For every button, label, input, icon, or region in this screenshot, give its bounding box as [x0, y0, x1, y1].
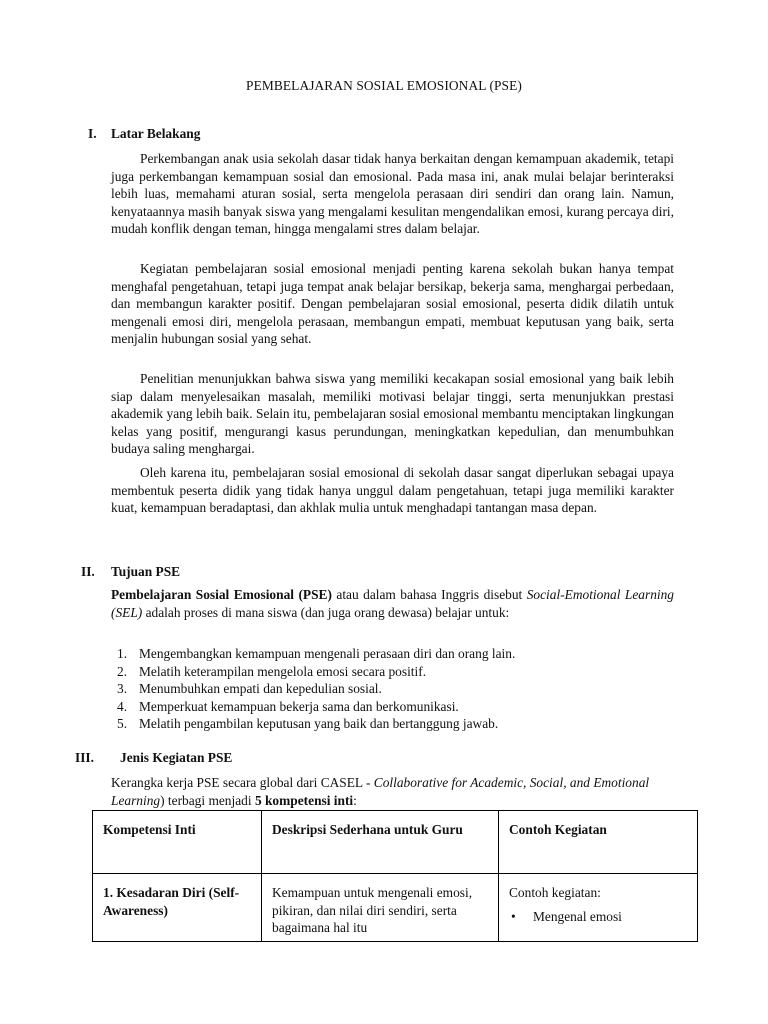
table-cell: Kemampuan untuk mengenali emosi, pikiran, dan nilai diri sendiri, serta bagaimana hal itu — [262, 874, 499, 942]
section-heading-tujuan — [81, 564, 181, 580]
intro-text: : — [353, 792, 357, 808]
section-title: Jenis Kegiatan PSE — [120, 750, 233, 765]
tujuan-intro — [111, 586, 674, 621]
paragraph: Kegiatan pembelajaran sosial emosional menjadi penting karena sekolah bukan hanya tempat menghafal pengetahuan, tetapi juga tempat anak belajar bersikap, bekerja sama, menghargai perbedaan, dan membangun karakter positif. Dengan pembelajaran sosial emosional, peserta didik dilatih untuk mengenali emosi diri, mengelola perasaan, membangun empati, membuat keputusan yang baik, serta menjalin hubungan sosial yang sehat. — [111, 261, 674, 347]
list-item — [111, 663, 674, 681]
list-number: 2. — [117, 663, 128, 679]
intro-text: adalah proses di mana siswa (dan juga orang dewasa) belajar untuk: — [142, 604, 510, 620]
section-number: III. — [75, 750, 94, 765]
list-number: 3. — [117, 681, 128, 697]
section-number: II. — [81, 564, 95, 579]
page-title: PEMBELAJARAN SOSIAL EMOSIONAL (PSE) — [246, 78, 522, 93]
list-item — [111, 715, 674, 733]
list-text: Melatih keterampilan mengelola emosi secara positif. — [139, 663, 427, 679]
intro-text: atau dalam bahasa Inggris disebut — [331, 587, 527, 602]
competency-table — [92, 810, 698, 942]
section-number: I. — [88, 126, 97, 141]
example-intro: Contoh kegiatan: — [509, 885, 601, 900]
list-item — [111, 680, 674, 698]
list-number: 4. — [117, 698, 128, 714]
list-text: Melatih pengambilan keputusan yang baik dan bertanggung jawab. — [139, 716, 499, 732]
section-heading-latar-belakang — [88, 126, 201, 142]
jenis-intro — [111, 774, 674, 809]
competency-name: 1. Kesadaran Diri (Self-Awareness) — [103, 885, 240, 918]
paragraph: Penelitian menunjukkan bahwa siswa yang memiliki kecakapan sosial emosional yang baik lebih siap dalam menyelesaikan masalah, memiliki motivasi belajar tinggi, serta menunjukkan prestasi akademik yang lebih baik. Selain itu, pembelajaran sosial emosional membantu menciptakan lingkungan kelas yang positif, mengurangi kasus perundungan, meningkatkan kepedulian, dan menumbuhkan budaya saling menghargai. — [111, 371, 674, 457]
paragraph: Oleh karena itu, pembelajaran sosial emosional di sekolah dasar sangat diperlukan sebagai upaya membentuk peserta didik yang tidak hanya unggul dalam pengetahuan, tetapi juga memiliki karakter kuat, kemampuan beradaptasi, dan akhlak mulia untuk menghadapi tantangan masa depan. — [111, 465, 674, 516]
list-text: Memperkuat kemampuan bekerja sama dan berkomunikasi. — [139, 698, 459, 714]
intro-text: ) terbagi menjadi — [160, 792, 255, 808]
table-header-row — [93, 811, 698, 874]
paragraph: Perkembangan anak usia sekolah dasar tidak hanya berkaitan dengan kemampuan akademik, tetapi juga perkembangan kemampuan sosial dan emosional. Pada masa ini, anak mulai belajar berinteraksi lebih luas, memahami aturan sosial, serta mengelola perasaan diri sendiri dan orang lain. Namun, kenyataannya masih banyak siswa yang mengalami kesulitan mengendalikan emosi, kurang percaya diri, mudah konflik dengan teman, hingga mengalami stres dalam belajar. — [111, 151, 674, 237]
list-number: 5. — [117, 716, 128, 732]
section-title: Latar Belakang — [111, 126, 201, 141]
list-item — [111, 645, 674, 663]
table-cell — [93, 874, 262, 942]
table-header-cell: Deskripsi Sederhana untuk Guru — [262, 811, 499, 874]
list-number: 1. — [117, 646, 128, 661]
example-item: • Mengenal emosi — [509, 908, 687, 926]
goals-list — [111, 645, 674, 733]
intro-text: Kerangka kerja PSE secara global dari CASEL - — [111, 775, 374, 790]
table-header-cell: Kompetensi Inti — [93, 811, 262, 874]
table-cell — [499, 874, 698, 942]
table-row — [93, 874, 698, 942]
section-title: Tujuan PSE — [111, 564, 181, 579]
term-sel: Social-Emotional Learning (SEL) — [111, 587, 674, 620]
term-casel: Collaborative for Academic, Social, and Emotional Learning — [111, 775, 650, 808]
table-header-cell: Contoh Kegiatan — [499, 811, 698, 874]
list-text: Menumbuhkan empati dan kepedulian sosial. — [139, 681, 382, 697]
list-item — [111, 698, 674, 716]
term-kompetensi: 5 kompetensi inti — [254, 792, 354, 808]
term-pse: Pembelajaran Sosial Emosional (PSE) — [111, 587, 332, 602]
list-text: Mengembangkan kemampuan mengenali perasaan diri dan orang lain. — [139, 646, 516, 661]
section-heading-jenis-kegiatan — [75, 750, 233, 766]
